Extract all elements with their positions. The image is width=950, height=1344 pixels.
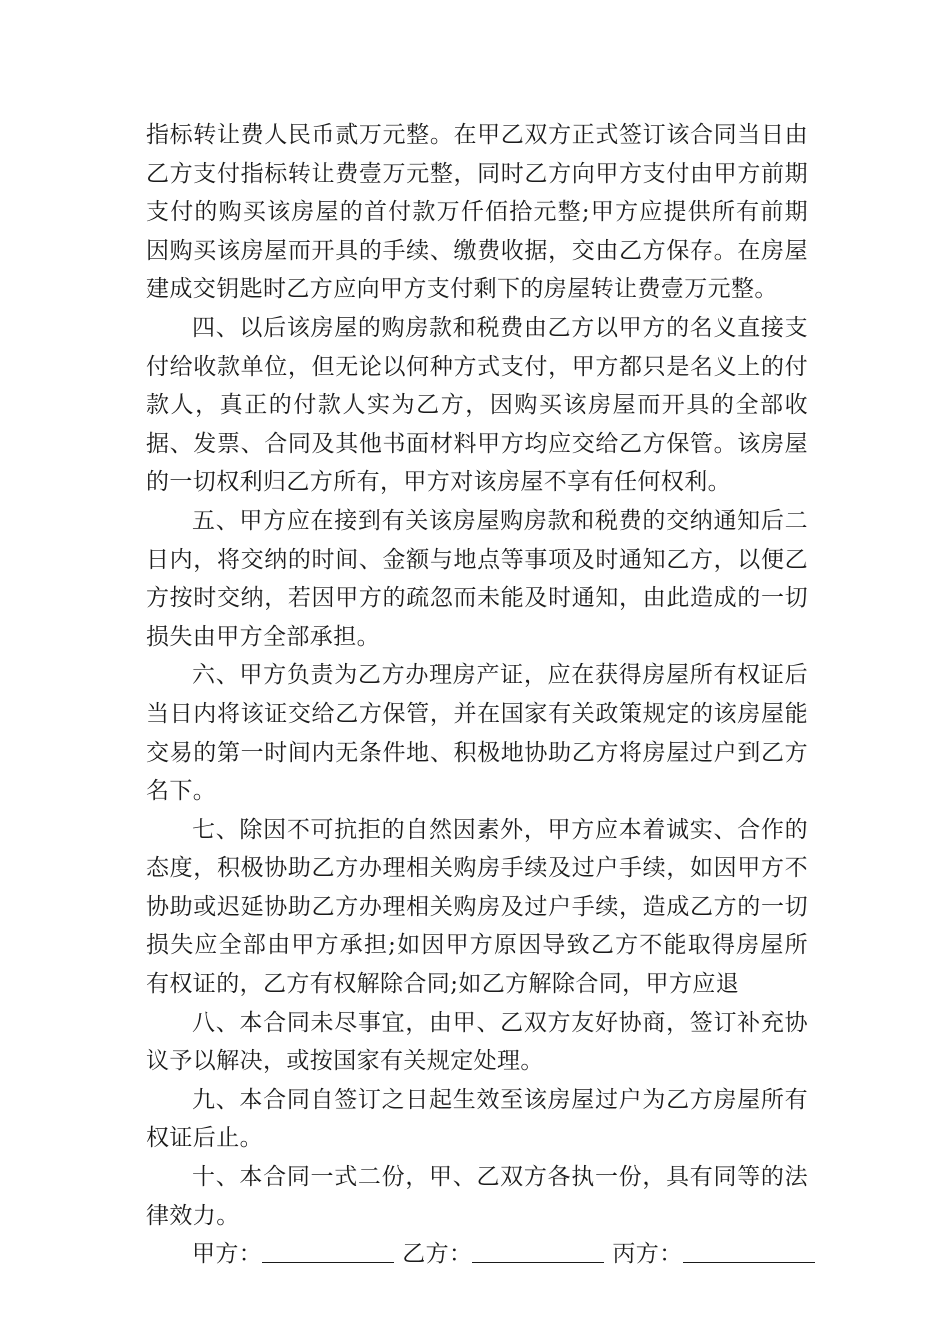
party-a-signature-blank [262, 1242, 394, 1263]
party-c-label: 丙方： [612, 1241, 683, 1268]
paragraph-clause-6: 六、甲方负责为乙方办理房产证，应在获得房屋所有权证后当日内将该证交给乙方保管，并在国家有关政策规定的该房屋能交易的第一时间内无条件地、积极地协助乙方将房屋过户到乙方名下。 [146, 662, 808, 805]
paragraph-clause-9: 九、本合同自签订之日起生效至该房屋过户为乙方房屋所有权证后止。 [146, 1086, 808, 1152]
paragraph-clause-4: 四、以后该房屋的购房款和税费由乙方以甲方的名义直接支付给收款单位，但无论以何种方式支付，甲方都只是名义上的付款人，真正的付款人实为乙方，因购买该房屋而开具的全部收据、发票、合同及其他书面材料甲方均应交给乙方保管。该房屋的一切权利归乙方所有，甲方对该房屋不享有任何权利。 [146, 314, 808, 496]
contract-body [146, 116, 808, 1274]
party-b-label: 乙方： [402, 1241, 473, 1268]
paragraph-clause-7: 七、除因不可抗拒的自然因素外，甲方应本着诚实、合作的态度，积极协助乙方办理相关购房手续及过户手续，如因甲方不协助或迟延协助乙方办理相关购房及过户手续，造成乙方的一切损失应全部由甲方承担;如因甲方原因导致乙方不能取得房屋所有权证的，乙方有权解除合同;如乙方解除合同，甲方应退 [146, 816, 808, 998]
party-c-signature-blank [683, 1242, 815, 1263]
party-b-signature-blank [472, 1242, 604, 1263]
paragraph-clause-10: 十、本合同一式二份，甲、乙双方各执一份，具有同等的法律效力。 [146, 1164, 808, 1229]
paragraph-clause-5: 五、甲方应在接到有关该房屋购房款和税费的交纳通知后二日内，将交纳的时间、金额与地点等事项及时通知乙方，以便乙方按时交纳，若因甲方的疏忽而未能及时通知，由此造成的一切损失由甲方全部承担。 [146, 507, 808, 650]
party-a-label: 甲方： [192, 1241, 263, 1268]
signature-line [146, 1235, 808, 1274]
paragraph-clause-8: 八、本合同未尽事宜，由甲、乙双方友好协商，签订补充协议予以解决，或按国家有关规定处理。 [146, 1009, 808, 1075]
paragraph-transfer-fee: 指标转让费人民币贰万元整。在甲乙双方正式签订该合同当日由乙方支付指标转让费壹万元整，同时乙方向甲方支付由甲方前期支付的购买该房屋的首付款万仟佰拾元整;甲方应提供所有前期因购买该房屋而开具的手续、缴费收据，交由乙方保存。在房屋建成交钥匙时乙方应向甲方支付剩下的房屋转让费壹万元整。 [146, 122, 808, 303]
